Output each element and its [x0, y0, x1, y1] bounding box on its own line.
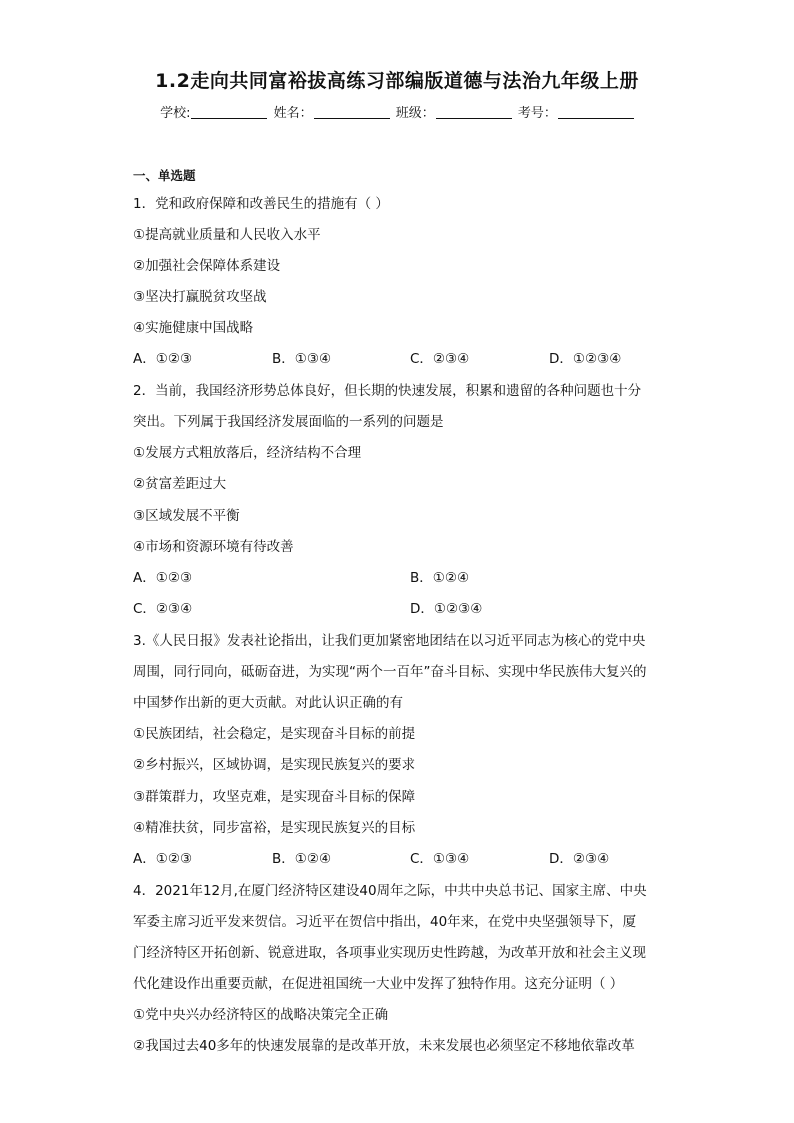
- q3-stem-line-2: 周围，同行同向，砥砺奋进，为实现“两个一百年”奋斗目标、实现中华民族伟大复兴的: [133, 664, 647, 680]
- q3-option-b[interactable]: B．①②④: [272, 851, 332, 867]
- q4-stem-line-2: 军委主席习近平发来贺信。习近平在贺信中指出，40年来，在党中央坚强领导下，厦: [133, 914, 637, 930]
- q3-option-c[interactable]: C．①③④: [410, 851, 470, 867]
- exam-number-field[interactable]: 考号：: [518, 102, 634, 121]
- q2-stem-line-1: 2．当前，我国经济形势总体良好，但长期的快速发展，积累和遗留的各种问题也十分: [133, 383, 642, 399]
- q1-option-c[interactable]: C．②③④: [410, 351, 470, 367]
- q3-item-2: ②乡村振兴，区域协调，是实现民族复兴的要求: [133, 757, 416, 773]
- q1-option-b[interactable]: B．①③④: [272, 351, 332, 367]
- q3-item-4: ④精准扶贫，同步富裕，是实现民族复兴的目标: [133, 820, 416, 836]
- q3-option-d[interactable]: D．②③④: [549, 851, 610, 867]
- name-field[interactable]: 姓名：: [274, 102, 390, 121]
- school-field[interactable]: 学校:: [160, 102, 267, 121]
- q4-item-1: ①党中央兴办经济特区的战略决策完全正确: [133, 1007, 389, 1023]
- school-blank[interactable]: [191, 106, 267, 119]
- q2-item-1: ①发展方式粗放落后，经济结构不合理: [133, 445, 362, 461]
- section-heading: 一、单选题: [133, 168, 196, 183]
- q4-stem-line-3: 门经济特区开拓创新、锐意进取，各项事业实现历史性跨越，为改革开放和社会主义现: [133, 945, 646, 961]
- q2-option-d[interactable]: D．①②③④: [410, 601, 483, 617]
- q1-option-d[interactable]: D．①②③④: [549, 351, 622, 367]
- q3-stem-line-1: 3.《人民日报》发表社论指出，让我们更加紧密地团结在以习近平同志为核心的党中央: [133, 633, 646, 649]
- class-blank[interactable]: [436, 106, 512, 119]
- q2-stem-line-2: 突出。下列属于我国经济发展面临的一系列的问题是: [133, 414, 444, 430]
- q1-item-3: ③坚决打赢脱贫攻坚战: [133, 289, 267, 305]
- q4-stem-line-1: 4．2021年12月,在厦门经济特区建设40周年之际，中共中央总书记、国家主席、中央: [133, 883, 647, 899]
- page-title: 1.2走向共同富裕拔高练习部编版道德与法治九年级上册: [155, 70, 639, 92]
- q4-stem-line-4: 代化建设作出重要贡献，在促进祖国统一大业中发挥了独特作用。这充分证明（ ）: [133, 976, 624, 992]
- q1-item-1: ①提高就业质量和人民收入水平: [133, 227, 321, 243]
- q2-item-2: ②贫富差距过大: [133, 476, 227, 492]
- q1-option-a[interactable]: A．①②③: [133, 351, 193, 367]
- q2-item-3: ③区域发展不平衡: [133, 508, 240, 524]
- q2-item-4: ④市场和资源环境有待改善: [133, 539, 294, 555]
- q4-item-2: ②我国过去40多年的快速发展靠的是改革开放，未来发展也必须坚定不移地依靠改革: [133, 1038, 635, 1054]
- q1-stem: 1．党和政府保障和改善民生的措施有（ ）: [133, 196, 389, 212]
- q3-stem-line-3: 中国梦作出新的更大贡献。对此认识正确的有: [133, 695, 403, 711]
- q3-option-a[interactable]: A．①②③: [133, 851, 193, 867]
- q1-item-4: ④实施健康中国战略: [133, 320, 254, 336]
- class-field[interactable]: 班级：: [396, 102, 512, 121]
- name-blank[interactable]: [314, 106, 390, 119]
- q2-option-c[interactable]: C．②③④: [133, 601, 193, 617]
- q2-option-a[interactable]: A．①②③: [133, 570, 193, 586]
- q1-item-2: ②加强社会保障体系建设: [133, 258, 281, 274]
- q3-item-1: ①民族团结，社会稳定，是实现奋斗目标的前提: [133, 726, 416, 742]
- exam-number-blank[interactable]: [558, 106, 634, 119]
- q2-option-b[interactable]: B．①②④: [410, 570, 470, 586]
- q3-item-3: ③群策群力，攻坚克难，是实现奋斗目标的保障: [133, 789, 416, 805]
- student-info-fields: [0, 102, 794, 121]
